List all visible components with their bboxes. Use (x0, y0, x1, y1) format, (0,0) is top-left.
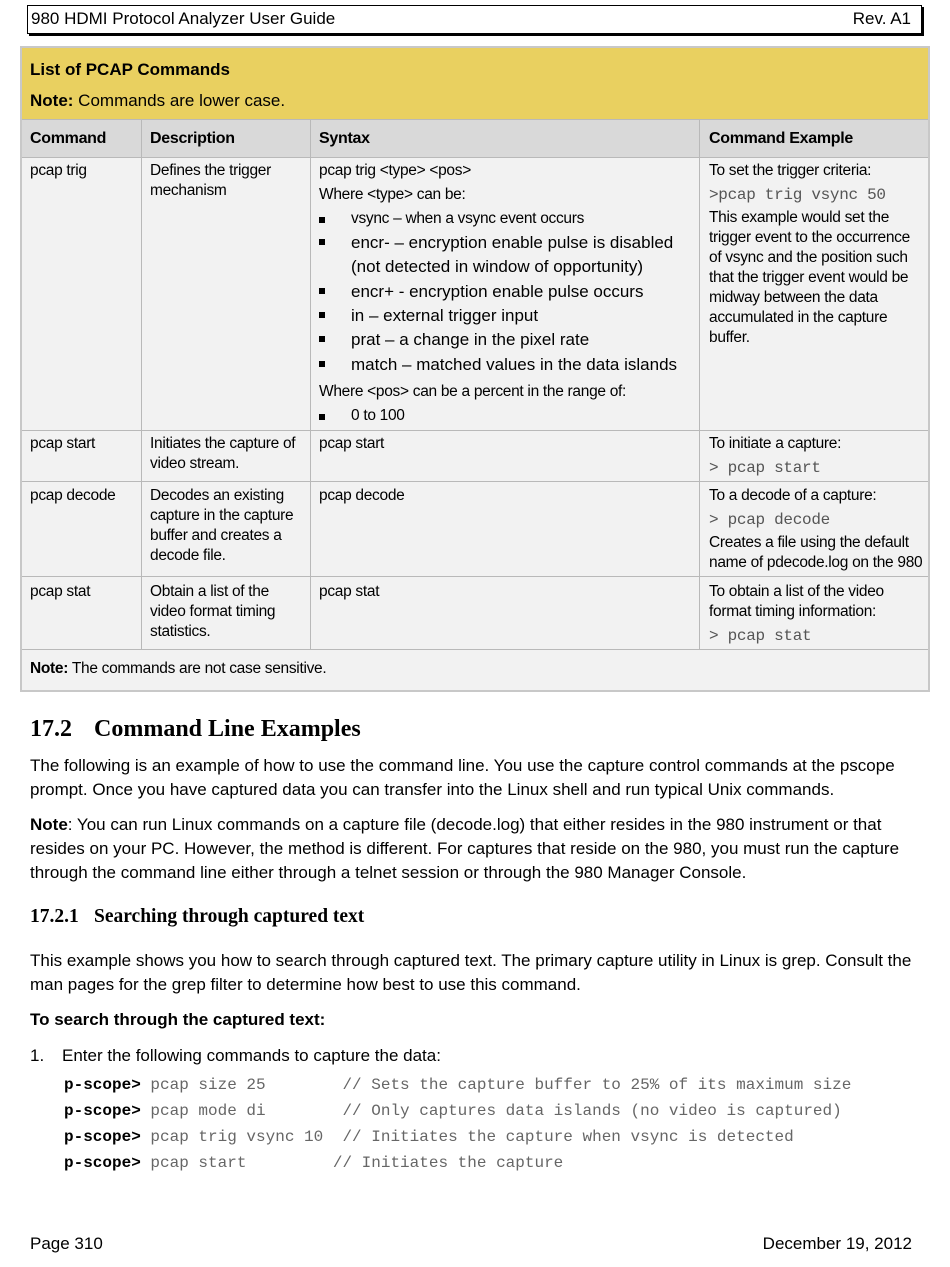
procedure-step-1 (30, 1044, 925, 1068)
row-decode-description: Decodes an existing capture in the capture buffer and creates a decode file. (150, 487, 294, 564)
section-note-paragraph: Note: You can run Linux commands on a capture file (decode.log) that either resides in the 980 instrument or that resides on your PC. However, the method is different. For captures that reside on the 980, you must run the capture through the command line either through a telnet session or through the 980 Manager Console. (30, 815, 900, 882)
row-trig-example-note: This example would set the trigger event to the occurrence of vsync and the position such that the trigger event would be midway between the data accumulated in the capture buffer. (709, 209, 910, 346)
row-decode-example-intro: To a decode of a capture: (709, 487, 877, 504)
table-footer-note: Note: The commands are not case sensitive. (30, 660, 327, 677)
row-trig-syntax: pcap trig <type> <pos> (319, 162, 471, 179)
row-divider (22, 430, 928, 431)
column-divider (699, 119, 700, 649)
column-divider (141, 119, 142, 649)
row-decode-example-note: Creates a file using the default name of pdecode.log on the 980 (709, 534, 923, 571)
column-header-example: Command Example (709, 130, 853, 147)
row-divider (22, 481, 928, 482)
row-stat-example-intro: To obtain a list of the video format timing information: (709, 583, 884, 620)
code-line: p-scope> pcap mode di // Only captures data islands (no video is captured) (64, 1102, 842, 1120)
row-divider (22, 157, 928, 158)
step-text: Enter the following commands to capture the data: (62, 1046, 441, 1065)
row-trig-where-type: Where <type> can be: (319, 186, 466, 203)
bullet-icon (319, 336, 325, 342)
table-title: List of PCAP Commands (30, 60, 230, 79)
row-trig-description: Defines the trigger mechanism (150, 162, 271, 199)
column-header-syntax: Syntax (319, 130, 370, 147)
section-intro-paragraph: The following is an example of how to use the command line. You use the capture control commands at the pscope prompt. Once you have captured data you can transfer into the Linux shell and run typical Unix commands. (30, 756, 895, 799)
table-note: Note: Commands are lower case. (30, 91, 286, 110)
subsection-heading (30, 906, 364, 928)
procedure-title: To search through the captured text: (30, 1010, 326, 1029)
row-trig-command: pcap trig (30, 162, 87, 179)
row-divider (22, 649, 928, 650)
row-decode-syntax: pcap decode (319, 487, 405, 504)
row-start-example-intro: To initiate a capture: (709, 435, 842, 452)
running-header (27, 5, 922, 34)
row-stat-command: pcap stat (30, 583, 91, 600)
table-header-row (22, 119, 928, 157)
section-heading (30, 716, 361, 743)
row-stat-syntax: pcap stat (319, 583, 380, 600)
row-trig-example-intro: To set the trigger criteria: (709, 162, 872, 179)
code-line: p-scope> pcap trig vsync 10 // Initiates the capture when vsync is detected (64, 1128, 794, 1146)
column-divider (310, 119, 311, 649)
section-number: 17.2 (30, 716, 72, 742)
publication-date: December 19, 2012 (762, 1234, 912, 1253)
row-decode-command: pcap decode (30, 487, 116, 504)
bullet-icon (319, 217, 325, 223)
bullet-icon (319, 414, 325, 420)
row-stat-description: Obtain a list of the video format timing statistics. (150, 583, 276, 640)
row-trig-where-pos: Where <pos> can be a percent in the range of: (319, 383, 627, 400)
subsection-number: 17.2.1 (30, 906, 79, 927)
code-line: p-scope> pcap size 25 // Sets the capture buffer to 25% of its maximum size (64, 1076, 852, 1094)
subsection-paragraph: This example shows you how to search through captured text. The primary capture utility in Linux is grep. Consult the man pages for the grep filter to determine how best to use this command. (30, 951, 912, 994)
code-line: p-scope> pcap start // Initiates the capture (64, 1154, 564, 1172)
bullet-icon (319, 288, 325, 294)
revision-label: Rev. A1 (852, 9, 911, 28)
row-divider (22, 119, 928, 120)
subsection-title: Searching through captured text (94, 906, 365, 927)
column-header-description: Description (150, 130, 235, 147)
section-title: Command Line Examples (94, 716, 361, 742)
bullet-icon (319, 361, 325, 367)
page-number: Page 310 (30, 1234, 103, 1253)
table-title-bar (22, 48, 928, 119)
row-divider (22, 576, 928, 577)
row-start-syntax: pcap start (319, 435, 385, 452)
bullet-icon (319, 239, 325, 245)
document-title: 980 HDMI Protocol Analyzer User Guide (31, 9, 336, 28)
row-start-description: Initiates the capture of video stream. (150, 435, 296, 472)
step-number: 1. (30, 1046, 45, 1065)
row-trig-example-cmd: >pcap trig vsync 50 (709, 186, 886, 204)
row-start-example-cmd: > pcap start (709, 459, 821, 477)
row-stat-example-cmd: > pcap stat (709, 627, 812, 645)
pcap-commands-table: List of PCAP Commands Note: Commands are lower case. Command Description Syntax Command Example pcap trig Defines the trigger mechanism pcap trig <type> <pos> Where <type> can be: vsync – when a vsync event occurs encr- – encryption enable pulse is disabled (not detected in window of opportunity) encr+ - encryption enable pulse occurs in – external trigger input prat – a change in the pixel rate match – matched values in the data islands Where <pos> can be a percent in the range of: 0 to 100 To set the trigger criteria: >pcap trig vsync 50 This example would set the trigger event to the occurrence of vsync and the position such that the trigger event would be midway between the data accumulated in the capture buffer. pcap start Initiates the capture of video stream. pcap start To initiate a capture: > pcap start pcap decode Decodes an existing capture in the capture buffer and creates a decode file. pcap decode To a decode of a capture: > pcap decode Creates a file using the default name of pdecode.log on the 980 pcap stat Obtain a list of the video format timing statistics. pcap stat To obtain a list of the video format timing information: > pcap stat Note: The commands are not case sensitive. (20, 46, 930, 692)
column-header-command: Command (30, 130, 107, 147)
row-decode-example-cmd: > pcap decode (709, 511, 830, 529)
bullet-icon (319, 312, 325, 318)
row-start-command: pcap start (30, 435, 96, 452)
